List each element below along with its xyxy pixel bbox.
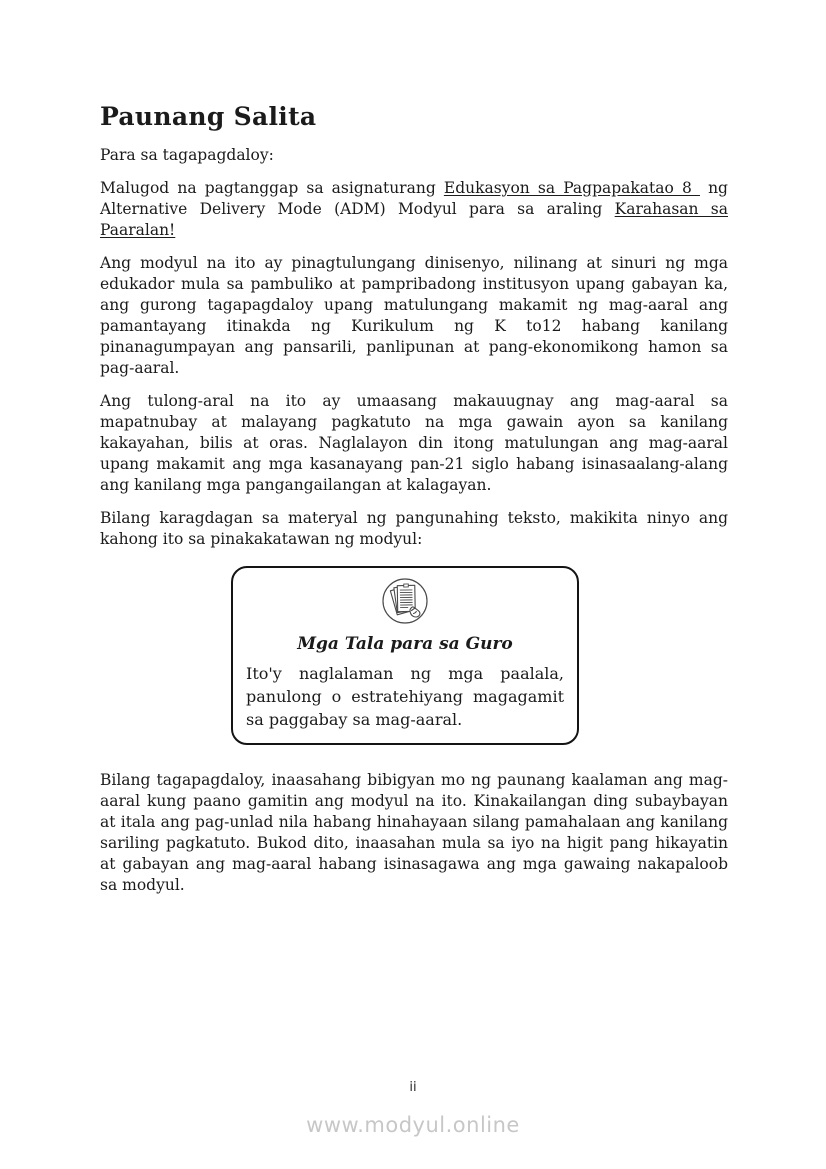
salutation: Para sa tagapagdaloy: [100, 146, 274, 165]
welcome-text-1: Malugod na pagtanggap sa asignaturang [100, 179, 444, 198]
note-box-body: Ito'y naglalaman ng mga paalala, panulong o estratehiyang magagamit sa paggabay sa mag-aaral. [246, 663, 564, 729]
watermark: www.modyul.online [306, 1113, 520, 1137]
lesson-title-underlined: Karahasan sa Paaralan! [100, 200, 728, 240]
paragraph-module-design: Ang modyul na ito ay pinagtulungang dinisenyo, nilinang at sinuri ng mga edukador mula sa pambuliko at pampribadong institusyon upang gabayan ka, ang gurong tagapagdaloy upang matulungang makamit ng mag-aaral ang pamantayang itinakda ng Kurikulum ng K to12 habang kanilang pinanagumpayan ang pansarili, panlipunan at pang-ekonomikong hamon sa pag-aaral. [100, 254, 728, 378]
page-number: ii [409, 1080, 417, 1095]
papers-in-hand-icon [246, 577, 564, 625]
page-title: Paunang Salita [100, 102, 317, 131]
welcome-paragraph [100, 178, 728, 241]
note-box-title: Mga Tala para sa Guro [297, 634, 513, 655]
paragraph-facilitator-guidance: Bilang tagapagdaloy, inaasahang bibigyan mo ng paunang kaalaman ang mag-aaral kung paano gamitin ang modyul na ito. Kinakailangan ding subaybayan at itala ang pag-unlad nila habang hinahayaan silang pamahalaan ang kanilang sariling pagkatuto. Bukod dito, inaasahan mula sa iyo na higit pang hikayatin at gabayan ang mag-aaral habang isinasagawa ang mga gawaing nakapaloob sa modyul. [100, 770, 728, 894]
paragraph-box-intro: Bilang karagdagan sa materyal ng pangunahing teksto, makikita ninyo ang kahong ito sa pinakakatawan ng modyul: [100, 509, 728, 549]
page-content [100, 0, 728, 896]
paragraph-learning-aid: Ang tulong-aral na ito ay umaasang makauugnay ang mag-aaral sa mapatnubay at malayang pagkatuto na mga gawain ayon sa kanilang kakayahan, bilis at oras. Naglalayon din itong matulungan ang mag-aaral upang makamit ang mga kasanayang pan-21 siglo habang isinasaalang-alang ang kanilang mga pangangailangan at kalagayan. [100, 392, 728, 495]
subject-name-underlined: Edukasyon sa Pagpapakatao 8 [443, 179, 700, 198]
teacher-notes-box [231, 566, 579, 744]
welcome-text-2: ng Alternative Delivery Mode (ADM) Modyul para sa araling [100, 179, 728, 219]
